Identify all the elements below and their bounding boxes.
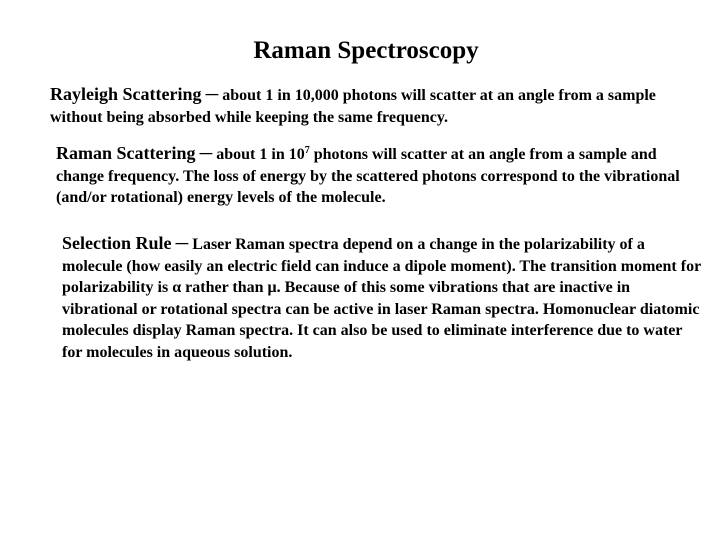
rayleigh-heading: Rayleigh Scattering: [50, 84, 202, 104]
raman-scattering-paragraph: [56, 143, 696, 209]
rayleigh-dash: ─: [205, 84, 219, 104]
rayleigh-scattering-paragraph: [50, 84, 690, 128]
raman-dash: ─: [199, 143, 213, 163]
raman-text-after: photons will scatter at an angle from a sample and change frequency. The loss of energy by the scattered photons correspond to the vibrational (and/or rotational) energy levels of the molecule.: [56, 146, 680, 206]
selection-rule-text: Laser Raman spectra depend on a change in the polarizability of a molecule (how easily an electric field can induce a dipole moment). The transition moment for polarizability is α rather than μ. Because of this some vibrations that are inactive in vibrational or rotational spectra can be active in laser Raman spectra. Homonuclear diatomic molecules display Raman spectra. It can also be used to eliminate interference due to water for molecules in aqueous solution.: [62, 236, 701, 361]
page-title: Raman Spectroscopy: [253, 37, 479, 64]
rayleigh-text: about 1 in 10,000 photons will scatter at an angle from a sample without being absorbed while keeping the same frequency.: [50, 87, 656, 126]
selection-rule-heading: Selection Rule: [62, 233, 172, 253]
raman-exponent: 7: [304, 145, 310, 156]
selection-rule-dash: ─: [175, 233, 189, 253]
selection-rule-paragraph: [62, 233, 702, 363]
raman-heading: Raman Scattering: [56, 143, 196, 163]
raman-text-before: about 1 in 10: [216, 146, 305, 163]
